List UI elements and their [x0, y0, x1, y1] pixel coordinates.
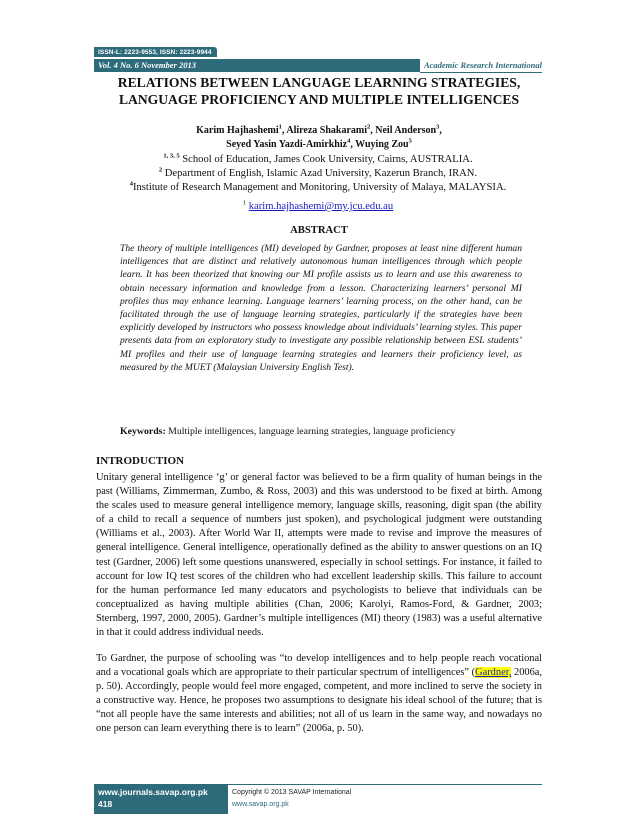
running-header [94, 41, 542, 72]
title-line: RELATIONS BETWEEN LANGUAGE LEARNING STRATEGIES, [117, 75, 521, 90]
paragraph-text: 2006a, p. 50). Accordingly, people would feel more engaged, competent, and more inclined to serve the society in a constructive way. Hence, he proposes two assumptions to designate his ideal school of the future; that is “not all people have the same interests and abilities; not all of us learn in the same way, and nowadays no one person can learn everything there is to learn” (2006a, p. 50). [96, 667, 542, 735]
volume-label: Vol. 4 No. 6 November 2013 [98, 60, 196, 70]
email-line [70, 200, 566, 214]
author-sup: 3 [436, 123, 440, 131]
affiliation-sup: 2 [158, 166, 163, 174]
keywords-label: Keywords: [120, 426, 166, 437]
keywords-text: Multiple intelligences, language learning strategies, language proficiency [165, 426, 456, 437]
page-footer [94, 784, 542, 818]
author-name: Seyed Yasin Yazdi-Amirkhiz [226, 139, 348, 150]
affiliation-text: Department of English, Islamic Azad University, Kazerun Branch, IRAN. [164, 168, 478, 179]
footer-copyright-block [232, 787, 351, 811]
paper-title [96, 74, 542, 108]
author-sup: 2 [367, 123, 371, 131]
section-heading: INTRODUCTION [96, 455, 185, 467]
abstract-text: The theory of multiple intelligences (MI) developed by Gardner, proposes at least nine different human intelligences that are distinct and relatively autonomous human intelligences through which people learn. It has been theorized that knowing our MI profile assists us to learn and use this awareness to obtain necessary information and knowledge from a lesson. Characterizing learners’ personal MI profiles thus may enhance learning. Language learners’ learning process, on the other hand, can be facilitated through the use of language learning strategies, particularly if the strategies have been explicitly developed by instructors who possess knowledge about individuals’ learning styles. This paper presents data from an exploratory study to investigate any possible relationship between ESL students’ MI profiles and their use of language learning strategies and learners their proficiency level, as measured by the MUET (Malaysian University English Test). [120, 243, 522, 373]
author-name: Karim Hajhashemi [196, 125, 279, 136]
affiliation [70, 167, 566, 181]
abstract-heading: ABSTRACT [290, 225, 348, 236]
footer-site-box [94, 784, 228, 814]
affiliation [70, 153, 566, 167]
footer-url[interactable]: www.savap.org.pk [232, 801, 289, 808]
affiliation-text: Institute of Research Management and Monitoring, University of Malaya, MALAYSIA. [132, 182, 507, 193]
paragraph [96, 652, 542, 737]
author-name: Neil Anderson [375, 125, 437, 136]
journal-name: Academic Research International [420, 59, 542, 73]
title-line: LANGUAGE PROFICIENCY AND MULTIPLE INTELLIGENCES [118, 92, 520, 107]
page-number: 418 [98, 799, 113, 809]
highlighted-citation[interactable]: Gardner, [475, 667, 512, 679]
author-name: Alireza Shakarami [286, 125, 367, 136]
affiliation-sup: 1, 3, 5 [163, 152, 180, 160]
affiliation-sup: 4 [129, 180, 133, 188]
paragraph-text: To Gardner, the purpose of schooling was “to develop intelligences and to help people reach vocational and a vocational goals which are appropriate to their particular spectrum of intelligences” ( [96, 653, 542, 679]
author-line: Karim Hajhashemi$^1$, Alireza Shakarami$^2$, Neil Anderson$^3$, [196, 123, 442, 136]
author-line: Seyed Yasin Yazdi-Amirkhiz$^4$, Wuying Zou$^5$ [226, 137, 412, 150]
issn-label: ISSN-L: 2223-9553, ISSN: 2223-9944 [94, 47, 217, 57]
keywords [120, 426, 540, 437]
email-link[interactable]: karim.hajhashemi@my.jcu.edu.au [248, 201, 394, 212]
affiliations [70, 153, 566, 214]
email-sup: 1 [242, 199, 247, 207]
author-list [96, 124, 542, 152]
author-sup: 5 [408, 137, 412, 145]
header-bar [94, 59, 542, 72]
affiliation [70, 181, 566, 195]
author-name: Wuying Zou [355, 139, 409, 150]
author-sup: 4 [347, 137, 351, 145]
footer-copyright: Copyright © 2013 SAVAP International [232, 789, 352, 796]
footer-site: www.journals.savap.org.pk [98, 787, 208, 797]
paragraph: Unitary general intelligence ‘g’ or general factor was believed to be a firm quality of human beings in the past (Williams, Zimmerman, Zumbo, & Ross, 2003) and this was understood to be fixed at birth. Among the scales used to measure general intelligence memory, language skills, reasoning, digit span (the ability of a child to recall a sequence of numbers just spoken), and psychological judgment were outstanding (Williams et al., 2003). After World War II, attempts were made to revise and improve the measures of general intelligence. General intelligence, operationally defined as the ability to answer questions on an IQ test (Gardner, 2006) left some questions unanswered, especially in school settings. For instance, it failed to account for low IQ test scores of the children who had excellent leadership skills. This failure to account for the human performance led many educators and psychologists to believe that individuals can be conceptualized as having multiple abilities (Chan, 2006; Karolyi, Ramos-Ford, & Gardner, 2003; Sternberg, 1997, 2000, 2005). Gardner’s multiple intelligences (MI) theory (1983) was a useful alternative in that it could address individual needs. [96, 472, 542, 639]
author-sup: 1 [278, 123, 282, 131]
affiliation-text: School of Education, James Cook University, Cairns, AUSTRALIA. [182, 154, 473, 165]
